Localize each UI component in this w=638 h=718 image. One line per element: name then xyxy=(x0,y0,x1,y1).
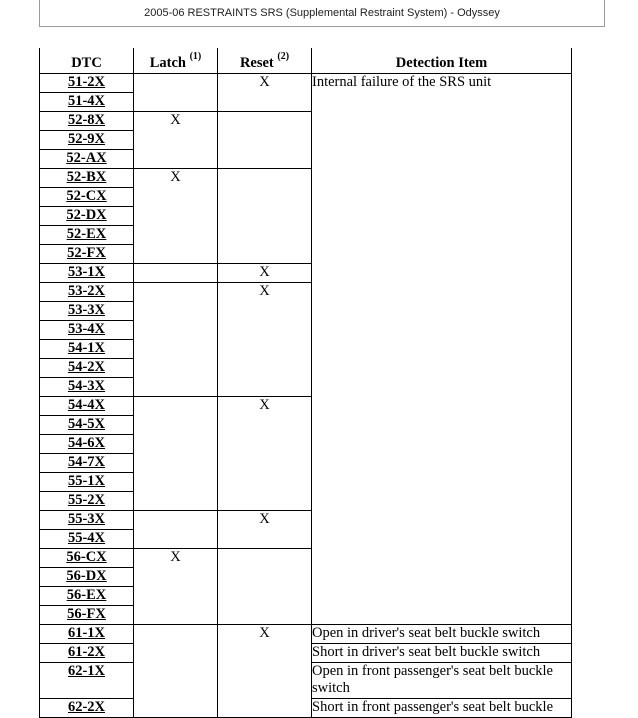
reset-mark: X xyxy=(259,283,270,299)
dtc-link[interactable]: 54-5X xyxy=(67,416,106,432)
dtc-link[interactable]: 53-2X xyxy=(67,283,106,299)
dtc-code[interactable] xyxy=(40,699,134,718)
reset-cell xyxy=(218,511,312,549)
dtc-link[interactable]: 53-4X xyxy=(67,321,106,337)
reset-mark: X xyxy=(259,264,270,280)
dtc-code[interactable] xyxy=(40,283,134,302)
page-header xyxy=(39,0,605,27)
dtc-link[interactable]: 62-1X xyxy=(67,663,106,679)
detection-cell: Short in front passenger's seat belt buckle xyxy=(312,699,572,718)
dtc-code[interactable] xyxy=(40,340,134,359)
dtc-link[interactable]: 56-EX xyxy=(66,587,107,603)
dtc-link[interactable]: 56-DX xyxy=(66,568,107,584)
dtc-code[interactable] xyxy=(40,359,134,378)
latch-mark: X xyxy=(170,112,181,128)
dtc-code[interactable] xyxy=(40,416,134,435)
latch-cell xyxy=(134,511,218,549)
reset-mark: X xyxy=(259,625,270,641)
dtc-link[interactable]: 52-9X xyxy=(67,131,106,147)
dtc-code[interactable] xyxy=(40,606,134,625)
dtc-code[interactable] xyxy=(40,549,134,568)
latch-cell xyxy=(134,74,218,112)
dtc-link[interactable]: 52-8X xyxy=(67,112,106,128)
table-row xyxy=(40,625,572,644)
dtc-link[interactable]: 52-AX xyxy=(66,150,107,166)
dtc-link[interactable]: 52-DX xyxy=(66,207,107,223)
reset-mark: X xyxy=(259,511,270,527)
dtc-code[interactable] xyxy=(40,378,134,397)
latch-cell xyxy=(134,283,218,397)
dtc-link[interactable]: 56-FX xyxy=(67,606,106,622)
dtc-link[interactable]: 55-2X xyxy=(67,492,106,508)
dtc-link[interactable]: 61-2X xyxy=(67,644,106,660)
latch-cell xyxy=(134,625,218,718)
dtc-code[interactable] xyxy=(40,625,134,644)
dtc-link[interactable]: 56-CX xyxy=(66,549,107,565)
col-header-detection-item: Detection Item xyxy=(312,48,572,74)
detection-cell: Open in driver's seat belt buckle switch xyxy=(312,625,572,644)
dtc-link[interactable]: 62-2X xyxy=(67,699,106,715)
dtc-code[interactable] xyxy=(40,93,134,112)
reset-cell xyxy=(218,264,312,283)
dtc-code[interactable] xyxy=(40,131,134,150)
dtc-link[interactable]: 53-3X xyxy=(67,302,106,318)
dtc-link[interactable]: 52-BX xyxy=(66,169,107,185)
dtc-code[interactable] xyxy=(40,188,134,207)
dtc-link[interactable]: 55-4X xyxy=(67,530,106,546)
latch-cell xyxy=(134,549,218,625)
dtc-table xyxy=(39,48,572,718)
latch-cell xyxy=(134,169,218,264)
col-header-reset: Reset $^{(2)}$ xyxy=(218,48,312,74)
dtc-code[interactable] xyxy=(40,511,134,530)
dtc-code[interactable] xyxy=(40,74,134,93)
dtc-code[interactable] xyxy=(40,264,134,283)
dtc-link[interactable]: 54-6X xyxy=(67,435,106,451)
latch-cell xyxy=(134,397,218,511)
dtc-code[interactable] xyxy=(40,245,134,264)
table-row xyxy=(40,74,572,93)
dtc-link[interactable]: 55-1X xyxy=(67,473,106,489)
reset-cell xyxy=(218,549,312,625)
reset-footnote-ref: (2) xyxy=(277,51,290,63)
dtc-link[interactable]: 54-3X xyxy=(67,378,106,394)
latch-cell xyxy=(134,112,218,169)
latch-mark: X xyxy=(170,549,181,565)
latch-footnote-ref: (1) xyxy=(189,51,202,63)
reset-cell xyxy=(218,112,312,169)
detection-cell: Open in front passenger's seat belt buckle switch xyxy=(312,663,572,699)
latch-cell xyxy=(134,264,218,283)
detection-cell: Internal failure of the SRS unit xyxy=(312,74,572,625)
dtc-link[interactable]: 53-1X xyxy=(67,264,106,280)
dtc-code[interactable] xyxy=(40,644,134,663)
dtc-link[interactable]: 52-EX xyxy=(66,226,107,242)
dtc-link[interactable]: 52-CX xyxy=(66,188,107,204)
dtc-link[interactable]: 51-4X xyxy=(67,93,106,109)
dtc-code[interactable] xyxy=(40,663,134,699)
dtc-code[interactable] xyxy=(40,321,134,340)
reset-cell xyxy=(218,283,312,397)
reset-cell xyxy=(218,74,312,112)
dtc-link[interactable]: 52-FX xyxy=(67,245,106,261)
dtc-code[interactable] xyxy=(40,226,134,245)
dtc-code[interactable] xyxy=(40,169,134,188)
dtc-code[interactable] xyxy=(40,150,134,169)
latch-mark: X xyxy=(170,169,181,185)
dtc-code[interactable] xyxy=(40,302,134,321)
dtc-code[interactable] xyxy=(40,568,134,587)
dtc-link[interactable]: 55-3X xyxy=(67,511,106,527)
reset-mark: X xyxy=(259,74,270,90)
reset-cell xyxy=(218,169,312,264)
col-header-latch: Latch $^{(1)}$ xyxy=(134,48,218,74)
dtc-link[interactable]: 51-2X xyxy=(67,74,106,90)
reset-mark: X xyxy=(259,397,270,413)
dtc-link[interactable]: 54-7X xyxy=(67,454,106,470)
detection-cell: Short in driver's seat belt buckle switch xyxy=(312,644,572,663)
col-header-dtc: DTC xyxy=(40,48,134,74)
page-header-title: 2005-06 RESTRAINTS SRS (Supplemental Restraint System) - Odyssey xyxy=(144,7,500,19)
dtc-code[interactable] xyxy=(40,207,134,226)
dtc-code[interactable] xyxy=(40,587,134,606)
dtc-code[interactable] xyxy=(40,473,134,492)
dtc-code[interactable] xyxy=(40,454,134,473)
dtc-code[interactable] xyxy=(40,492,134,511)
dtc-code[interactable] xyxy=(40,530,134,549)
dtc-code[interactable] xyxy=(40,435,134,454)
dtc-code[interactable] xyxy=(40,112,134,131)
reset-cell xyxy=(218,625,312,718)
dtc-code[interactable] xyxy=(40,397,134,416)
dtc-link[interactable]: 61-1X xyxy=(67,625,106,641)
dtc-link[interactable]: 54-4X xyxy=(67,397,106,413)
reset-cell xyxy=(218,397,312,511)
table-header-row xyxy=(40,48,572,74)
dtc-link[interactable]: 54-1X xyxy=(67,340,106,356)
dtc-link[interactable]: 54-2X xyxy=(67,359,106,375)
